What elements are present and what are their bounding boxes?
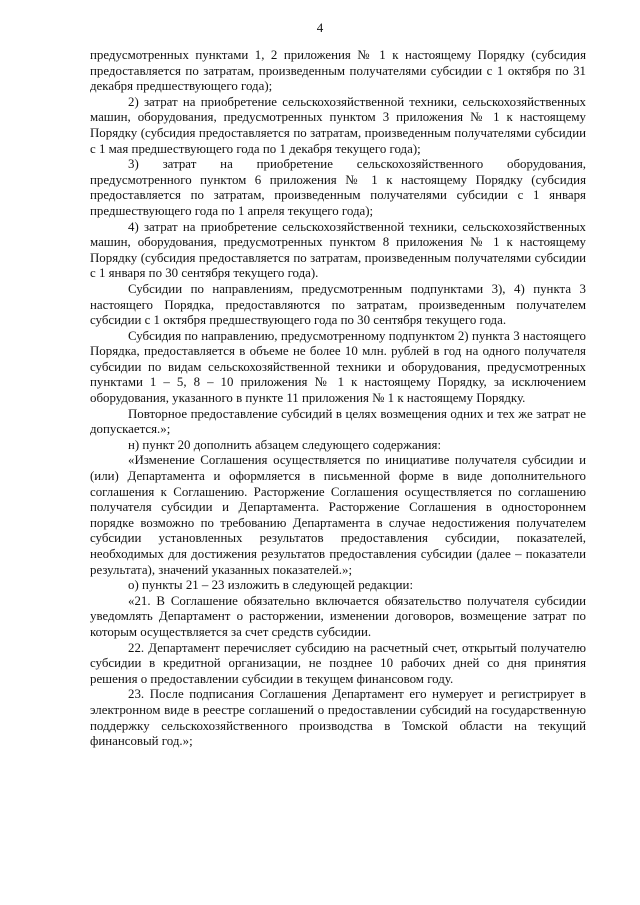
paragraph: 2) затрат на приобретение сельскохозяйственной техники, сельскохозяйственных машин, оборудования, предусмотренных пунктом 3 приложения № 1 к настоящему Порядку (субсидия предоставляется по затратам, произведенным получателями субсидии с 1 мая предшествующего года по 1 декабря текущего года); (90, 94, 586, 156)
paragraph: о) пункты 21 – 23 изложить в следующей редакции: (128, 578, 414, 593)
paragraph: 4) затрат на приобретение сельскохозяйственной техники, сельскохозяйственных машин, оборудования, предусмотренных пунктом 8 приложения № 1 к настоящему Порядку (субсидия предоставляется по затратам, произведенным получателями субсидии с 1 января по 30 сентября текущего года). (90, 219, 586, 281)
paragraph: 3) затрат на приобретение сельскохозяйственного оборудования, предусмотренного пунктом 6 приложения № 1 к настоящему Порядку (субсидия предоставляется по затратам, произведенным получателями субсидии с 1 января предшествующего года по 1 апреля текущего года); (90, 157, 586, 218)
paragraph: предусмотренных пунктами 1, 2 приложения № 1 к настоящему Порядку (субсидия предоставляется по затратам, произведенным получателями субсидии с 1 октября по 31 декабря предшествующего года); (90, 48, 586, 94)
paragraph: Субсидии по направлениям, предусмотренным подпунктами 3), 4) пункта 3 настоящего Порядка, предоставляются по затратам, произведенным получателем субсидии с 1 октября предшествующего года по 30 сентября текущего года. (90, 281, 586, 328)
paragraph: «21. В Соглашение обязательно включается обязательство получателя субсидии уведомлять Департамент о расторжении, изменении договоров, возмещение затрат по которым осуществляется за счет средств субсидии. (90, 593, 586, 639)
paragraph: Субсидия по направлению, предусмотренному подпунктом 2) пункта 3 настоящего Порядка, предоставляется в объеме не более 10 млн. рублей в год на одного получателя субсидии по видам сельскохозяйственной техники и оборудования, предусмотренных пунктами 1 – 5, 8 – 10 приложения № 1 к настоящему Порядку, за исключением оборудования, указанного в пункте 11 приложения № 1 к настоящему Порядку. (90, 328, 586, 406)
document-body (90, 48, 586, 750)
page-number: 4 (316, 20, 324, 35)
paragraph: Повторное предоставление субсидий в целях возмещения одних и тех же затрат не допускается.»; (90, 406, 586, 437)
paragraph: 23. После подписания Соглашения Департамент его нумерует и регистрирует в электронном виде в реестре соглашений о предоставлении субсидий на государственную поддержку сельскохозяйственного производства в Томской области на текущий финансовый год.»; (90, 687, 586, 749)
paragraph: н) пункт 20 дополнить абзацем следующего содержания: (128, 437, 442, 452)
paragraph: 22. Департамент перечисляет субсидию на расчетный счет, открытый получателю субсидии в кредитной организации, не позднее 10 рабочих дней со дня принятия решения о предоставлении субсидии в текущем финансовом году. (90, 640, 586, 686)
paragraph: «Изменение Соглашения осуществляется по инициативе получателя субсидии и (или) Департамента и оформляется в письменной форме в виде дополнительного соглашения к Соглашению. Расторжение Соглашения осуществляется по соглашению получателя субсидии и Департамента. Расторжение Соглашения в одностороннем порядке возможно по требованию Департамента в случае недостижения получателем субсидии установленных результатов предоставления субсидии, показателей, необходимых для достижения результатов предоставления субсидии (далее – показатели результата), значений указанных показателей.»; (90, 453, 586, 577)
